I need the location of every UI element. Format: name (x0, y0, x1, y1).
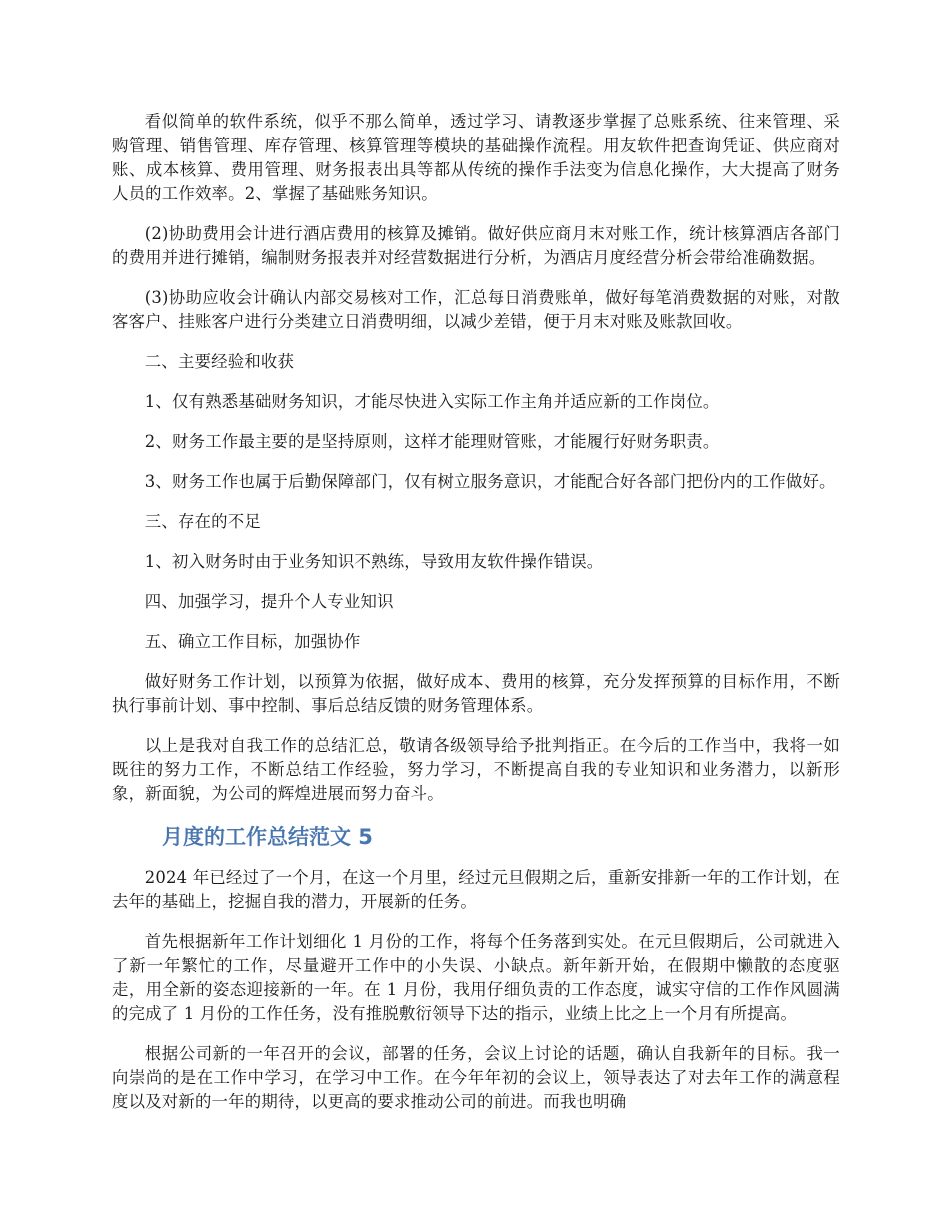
paragraph-expense-accounting: (2)协助费用会计进行酒店费用的核算及摊销。做好供应商月末对账工作，统计核算酒店各部门的费用并进行摊销，编制财务报表并对经营数据进行分析，为酒店月度经营分析会带给准确数据。 (112, 224, 840, 267)
section-heading: 月度的工作总结范文 5 (162, 825, 373, 849)
paragraph-financial-plan: 做好财务工作计划，以预算为依据，做好成本、费用的核算，充分发挥预算的目标作用，不断执行事前计划、事中控制、事后总结反馈的财务管理体系。 (112, 672, 840, 715)
list-item-shortcoming-1: 1、初入财务时由于业务知识不熟练，导致用友软件操作错误。 (144, 552, 604, 571)
paragraph-month-intro: 2024 年已经过了一个月，在这一个月里，经过元旦假期之后，重新安排新一年的工作计划，在去年的基础上，挖掘自我的潜力，开展新的任务。 (112, 868, 840, 911)
paragraph-january-work: 首先根据新年工作计划细化 1 月份的工作，将每个任务落到实处。在元旦假期后，公司就进入了新一年繁忙的工作，尽量避开工作中的小失误、小缺点。新年新开始，在假期中懒散的态度驱走，用全新的姿态迎接新的一年。在 1 月份，我用仔细负责的工作态度，诚实守信的工作作风圆满的完成了 1 月份的工作任务，没有推脱敷衍领导下达的指示，业绩上比之上一个月有所提高。 (112, 932, 840, 1023)
subheading-goals: 五、确立工作目标，加强协作 (144, 632, 361, 651)
document-body (112, 110, 840, 1130)
paragraph-receivable-accounting: (3)协助应收会计确认内部交易核对工作，汇总每日消费账单，做好每笔消费数据的对账，对散客客户、挂账客户进行分类建立日消费明细，以减少差错，便于月末对账及账款回收。 (112, 288, 840, 331)
subheading-shortcomings: 三、存在的不足 (144, 512, 261, 531)
list-item-experience-1: 1、仅有熟悉基础财务知识，才能尽快进入实际工作主角并适应新的工作岗位。 (144, 392, 720, 411)
paragraph-software-learning: 看似简单的软件系统，似乎不那么简单，透过学习、请教逐步掌握了总账系统、往来管理、采购管理、销售管理、库存管理、核算管理等模块的基础操作流程。用友软件把查询凭证、供应商对账、成本核算、费用管理、财务报表出具等都从传统的操作手法变为信息化操作，大大提高了财务人员的工作效率。2、掌握了基础账务知识。 (112, 112, 840, 203)
paragraph-company-meeting: 根据公司新的一年召开的会议，部署的任务，会议上讨论的话题，确认自我新年的目标。我一向崇尚的是在工作中学习，在学习中工作。在今年年初的会议上，领导表达了对去年工作的满意程度以及对新的一年的期待，以更高的要求推动公司的前进。而我也明确 (112, 1044, 840, 1111)
list-item-experience-2: 2、财务工作最主要的是坚持原则，这样才能理财管账，才能履行好财务职责。 (144, 432, 720, 451)
subheading-experience: 二、主要经验和收获 (144, 352, 295, 371)
subheading-learning: 四、加强学习，提升个人专业知识 (144, 592, 394, 611)
list-item-experience-3: 3、财务工作也属于后勤保障部门，仅有树立服务意识，才能配合好各部门把份内的工作做好。 (144, 472, 836, 491)
paragraph-conclusion: 以上是我对自我工作的总结汇总，敬请各级领导给予批判指正。在今后的工作当中，我将一如既往的努力工作，不断总结工作经验，努力学习，不断提高自我的专业知识和业务潜力，以新形象，新面貌，为公司的辉煌进展而努力奋斗。 (112, 736, 840, 803)
